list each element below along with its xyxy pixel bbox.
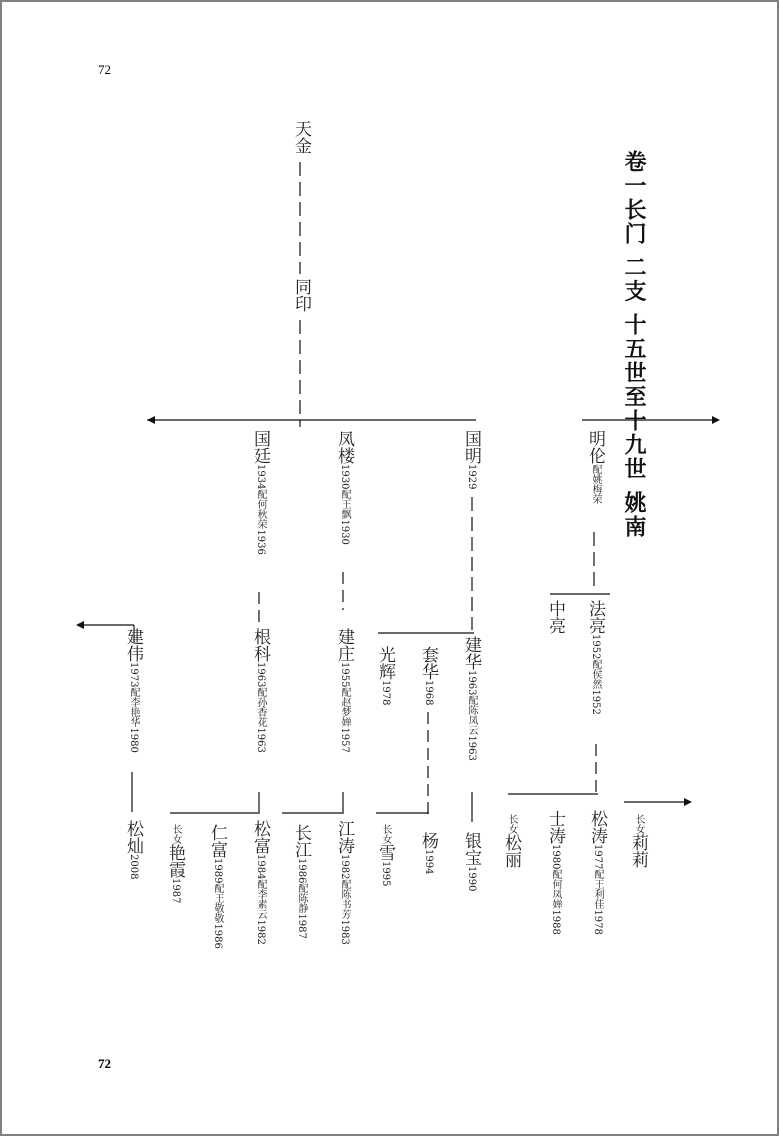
person-songtao: 松涛1977配王利佳1978 bbox=[587, 810, 607, 935]
document-page bbox=[2, 2, 777, 1134]
person-guoting: 国廷1934配何秋荣1936 bbox=[250, 430, 270, 555]
person-renfu: 仁富1989配王敬敬1986 bbox=[207, 824, 227, 949]
person-tianjin: 天金 bbox=[291, 120, 311, 154]
person-yinbao: 银宝1990 bbox=[461, 832, 481, 892]
person-yanxia: 长女艳霞1987 bbox=[165, 824, 185, 904]
person-changjiang: 长江1986配陈静1987 bbox=[291, 824, 311, 939]
page-number-bottom: 72 bbox=[98, 1056, 111, 1071]
page-title: 卷一长门 二支 十五世至十九世 姚南 bbox=[621, 150, 646, 539]
person-jianzhuang: 建庄1955配赵梦婵1957 bbox=[334, 628, 354, 753]
person-guoming: 国明1929 bbox=[461, 430, 481, 490]
person-songli: 长女松丽 bbox=[501, 814, 521, 868]
genealogy-connector-lines bbox=[2, 2, 777, 1134]
person-lili: 长女莉莉 bbox=[628, 814, 648, 868]
person-taohua: 套华1968 bbox=[418, 646, 438, 706]
person-shitao: 士涛1980配何凤婵1988 bbox=[545, 810, 565, 935]
person-jianhua: 建华1963配陈凤云1963 bbox=[461, 636, 481, 761]
person-yang: 杨1994 bbox=[418, 832, 438, 875]
person-fenglou: 凤楼1930配王飘1930 bbox=[334, 430, 354, 545]
person-songfu: 松富1984配李素云1982 bbox=[250, 820, 270, 945]
person-tongyin: 同印 bbox=[291, 278, 311, 312]
page-number-top: 72 bbox=[98, 62, 111, 77]
person-faliang: 法亮1952配侯然1952 bbox=[585, 600, 605, 715]
person-jianwei: 建伟1973配李艳华1980 bbox=[123, 628, 143, 753]
person-genke: 根科1963配孙香花1963 bbox=[250, 628, 270, 753]
person-xue: 长女雪1995 bbox=[375, 824, 395, 887]
person-guanghui: 光辉1978 bbox=[375, 646, 395, 706]
person-minglun: 明伦配姚梅荣 bbox=[585, 430, 605, 504]
person-jiangtao: 江涛1982配陈书芳1983 bbox=[334, 820, 354, 945]
person-songcan: 松灿2008 bbox=[123, 820, 143, 880]
person-zhongliang: 中亮 bbox=[545, 600, 565, 634]
